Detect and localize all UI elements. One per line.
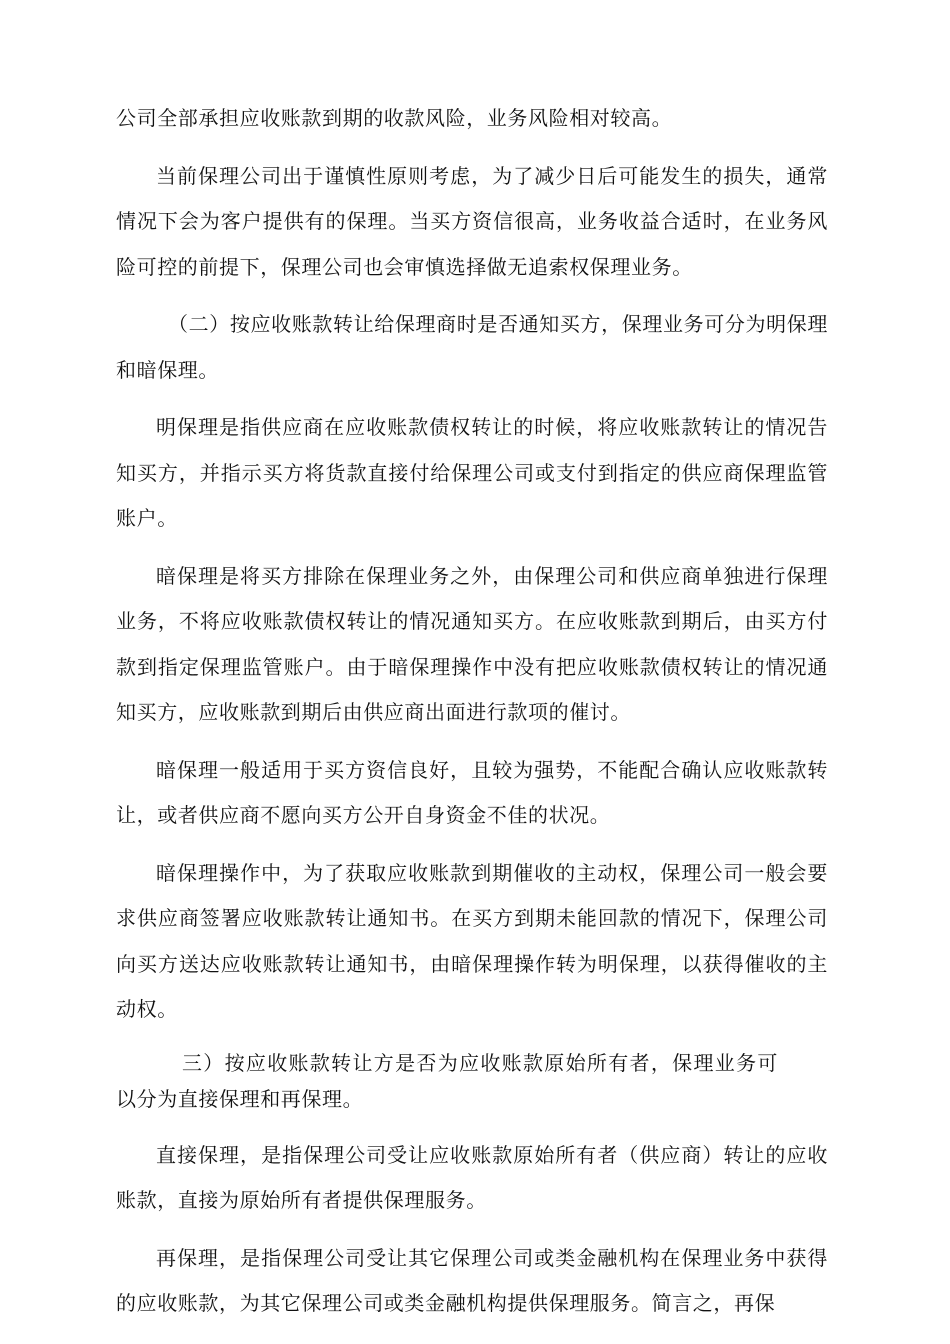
paragraph-silent-factoring-operation: 暗保理操作中，为了获取应收账款到期催收的主动权，保理公司一般会要求供应商签署应收账款转让通知书。在买方到期未能回款的情况下，保理公司向买方送达应收账款转让通知书，由暗保理操作转为明保理，以获得催收的主动权。 <box>116 860 828 1021</box>
body-text <box>116 96 828 1339</box>
paragraph-open-factoring: 明保理是指供应商在应收账款债权转让的时候，将应收账款转让的情况告知买方，并指示买方将货款直接付给保理公司或支付到指定的供应商保理监管账户。 <box>116 415 828 530</box>
paragraph-prudence: 当前保理公司出于谨慎性原则考虑，为了减少日后可能发生的损失，通常情况下会为客户提供有的保理。当买方资信很高，业务收益合适时，在业务风险可控的前提下，保理公司也会审慎选择做无追索权保理业务。 <box>116 163 828 279</box>
paragraph-silent-factoring: 暗保理是将买方排除在保理业务之外，由保理公司和供应商单独进行保理业务，不将应收账款债权转让的情况通知买方。在应收账款到期后，由买方付款到指定保理监管账户。由于暗保理操作中没有把应收账款债权转让的情况通知买方，应收账款到期后由供应商出面进行款项的催讨。 <box>116 563 828 724</box>
section-heading-2: （二）按应收账款转让给保理商时是否通知买方，保理业务可分为明保理和暗保理。 <box>116 312 828 382</box>
paragraph-continuation: 公司全部承担应收账款到期的收款风险，业务风险相对较高。 <box>116 106 673 130</box>
paragraph-silent-factoring-usage: 暗保理一般适用于买方资信良好，且较为强势，不能配合确认应收账款转让，或者供应商不愿向买方公开自身资金不佳的状况。 <box>116 757 828 827</box>
paragraph-refactoring: 再保理，是指保理公司受让其它保理公司或类金融机构在保理业务中获得的应收账款，为其它保理公司或类金融机构提供保理服务。简言之，再保 <box>116 1245 828 1315</box>
section-heading-3: 三）按应收账款转让方是否为应收账款原始所有者，保理业务可以分为直接保理和再保理。 <box>116 1050 778 1111</box>
paragraph-direct-factoring: 直接保理，是指保理公司受让应收账款原始所有者（供应商）转让的应收账款，直接为原始所有者提供保理服务。 <box>116 1142 828 1212</box>
